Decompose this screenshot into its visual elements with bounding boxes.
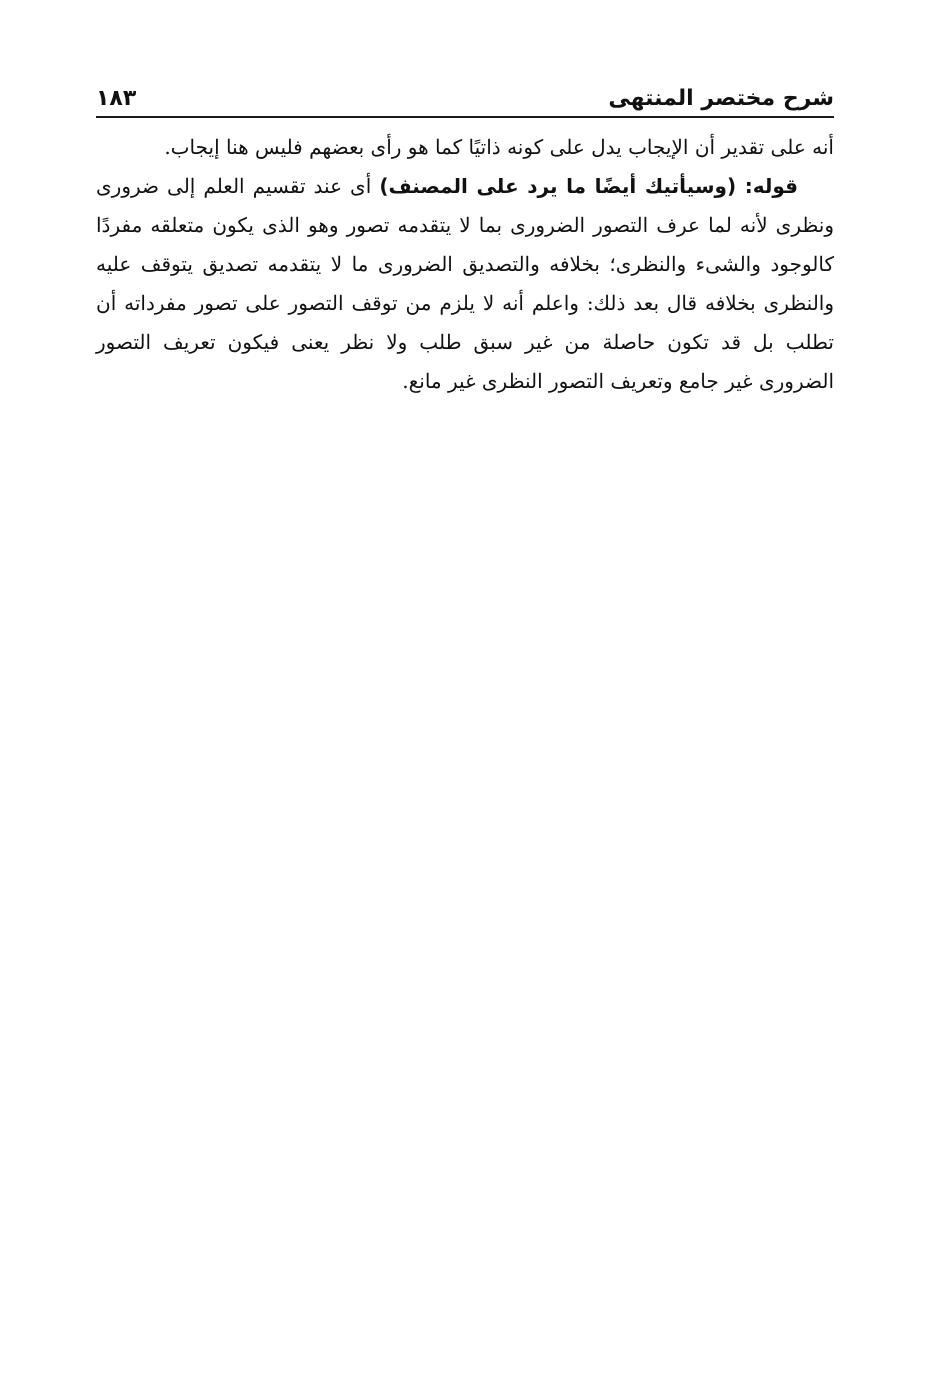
- commentary-text: أى عند تقسيم العلم إلى ضرورى ونظرى لأنه لما عرف التصور الضرورى بما لا يتقدمه تصور وهو الذى يكون متعلقه مفردًا كالوجود والشىء والنظرى؛ بخلافه والتصديق الضرورى ما لا يتقدمه تصديق يتوقف عليه والنظرى بخلافه قال بعد ذلك: واعلم أنه لا يلزم من توقف التصور على تصور مفرداته أن تطلب بل قد تكون حاصلة من غير سبق طلب ولا نظر يعنى فيكون تعريف التصور الضرورى غير جامع وتعريف التصور النظرى غير مانع.: [96, 174, 835, 393]
- quoted-lemma: قوله: (وسيأتيك أيضًا ما يرد على المصنف): [379, 174, 798, 198]
- paragraph-continued: أنه على تقدير أن الإيجاب يدل على كونه ذاتيًا كما هو رأى بعضهم فليس هنا إيجاب.: [164, 135, 834, 159]
- header-rule: [96, 116, 834, 118]
- running-title: شرح مختصر المنتهى: [608, 86, 834, 111]
- page-header: [96, 74, 834, 114]
- body-text: [96, 128, 834, 401]
- paragraph-commentary: [96, 167, 834, 401]
- page-number: ١٨٣: [96, 86, 137, 111]
